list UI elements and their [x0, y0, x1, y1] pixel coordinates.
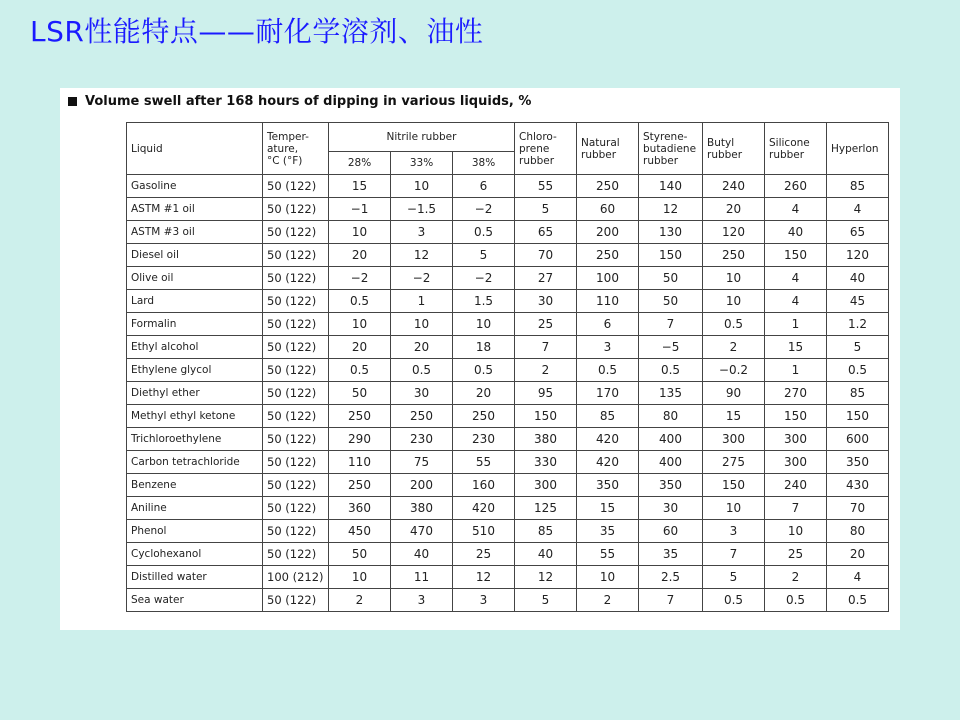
header-chloroprene: Chloro- prene rubber [515, 123, 577, 175]
cell-value: 4 [765, 290, 827, 313]
cell-value: −2 [453, 267, 515, 290]
cell-value: 85 [827, 175, 889, 198]
cell-value: 200 [391, 474, 453, 497]
cell-liquid: Ethyl alcohol [127, 336, 263, 359]
volume-swell-table [126, 122, 889, 612]
cell-value: 350 [639, 474, 703, 497]
cell-value: 10 [703, 290, 765, 313]
cell-temperature: 50 (122) [263, 290, 329, 313]
cell-value: 300 [765, 451, 827, 474]
cell-temperature: 50 (122) [263, 474, 329, 497]
cell-value: 35 [577, 520, 639, 543]
cell-value: 0.5 [453, 359, 515, 382]
table-row [127, 566, 889, 589]
table-row [127, 359, 889, 382]
table-row [127, 520, 889, 543]
cell-value: 0.5 [329, 359, 391, 382]
cell-value: 3 [577, 336, 639, 359]
cell-value: 0.5 [703, 589, 765, 612]
cell-value: 40 [827, 267, 889, 290]
cell-value: 300 [703, 428, 765, 451]
cell-liquid: Gasoline [127, 175, 263, 198]
cell-value: 470 [391, 520, 453, 543]
cell-value: −1.5 [391, 198, 453, 221]
cell-value: 110 [329, 451, 391, 474]
cell-value: 7 [639, 589, 703, 612]
cell-value: 25 [453, 543, 515, 566]
cell-value: 130 [639, 221, 703, 244]
cell-value: 350 [827, 451, 889, 474]
cell-value: 55 [577, 543, 639, 566]
cell-liquid: Lard [127, 290, 263, 313]
cell-value: 4 [765, 198, 827, 221]
cell-value: 10 [329, 313, 391, 336]
cell-value: 0.5 [827, 589, 889, 612]
cell-temperature: 50 (122) [263, 175, 329, 198]
cell-value: 12 [515, 566, 577, 589]
cell-temperature: 50 (122) [263, 359, 329, 382]
cell-value: 7 [639, 313, 703, 336]
cell-value: 200 [577, 221, 639, 244]
table-row [127, 221, 889, 244]
cell-value: 4 [827, 198, 889, 221]
cell-value: 300 [515, 474, 577, 497]
table-row [127, 198, 889, 221]
cell-value: 510 [453, 520, 515, 543]
cell-value: 250 [329, 474, 391, 497]
cell-value: 160 [453, 474, 515, 497]
cell-value: 300 [765, 428, 827, 451]
cell-value: 3 [391, 589, 453, 612]
cell-value: 55 [515, 175, 577, 198]
cell-value: 150 [765, 244, 827, 267]
cell-value: 330 [515, 451, 577, 474]
cell-value: 110 [577, 290, 639, 313]
cell-value: 10 [329, 221, 391, 244]
cell-value: 20 [703, 198, 765, 221]
cell-liquid: ASTM #1 oil [127, 198, 263, 221]
cell-value: 15 [329, 175, 391, 198]
cell-liquid: Diethyl ether [127, 382, 263, 405]
cell-value: 260 [765, 175, 827, 198]
cell-value: 240 [765, 474, 827, 497]
cell-value: 80 [827, 520, 889, 543]
cell-value: 95 [515, 382, 577, 405]
cell-temperature: 50 (122) [263, 244, 329, 267]
table-row [127, 589, 889, 612]
cell-value: 600 [827, 428, 889, 451]
table-row [127, 405, 889, 428]
cell-value: 135 [639, 382, 703, 405]
cell-temperature: 50 (122) [263, 267, 329, 290]
cell-value: 120 [703, 221, 765, 244]
cell-value: 0.5 [827, 359, 889, 382]
cell-value: 275 [703, 451, 765, 474]
cell-value: 380 [391, 497, 453, 520]
cell-value: 250 [577, 175, 639, 198]
table-row [127, 428, 889, 451]
cell-value: 430 [827, 474, 889, 497]
cell-value: 40 [391, 543, 453, 566]
cell-value: 350 [577, 474, 639, 497]
cell-value: 10 [577, 566, 639, 589]
cell-value: 5 [453, 244, 515, 267]
cell-value: 450 [329, 520, 391, 543]
cell-value: 2 [329, 589, 391, 612]
header-butyl: Butyl rubber [703, 123, 765, 175]
cell-liquid: Aniline [127, 497, 263, 520]
cell-value: 6 [453, 175, 515, 198]
caption-text: Volume swell after 168 hours of dipping in various liquids, % [85, 94, 532, 109]
cell-value: 7 [765, 497, 827, 520]
cell-value: 10 [703, 267, 765, 290]
cell-value: 0.5 [639, 359, 703, 382]
cell-value: −0.2 [703, 359, 765, 382]
header-nitrile-rubber: Nitrile rubber [329, 123, 515, 152]
cell-value: 400 [639, 428, 703, 451]
cell-value: 40 [765, 221, 827, 244]
cell-value: 150 [827, 405, 889, 428]
cell-value: 0.5 [329, 290, 391, 313]
cell-value: 85 [827, 382, 889, 405]
cell-value: 30 [515, 290, 577, 313]
cell-value: 2 [703, 336, 765, 359]
cell-value: 20 [329, 336, 391, 359]
table-row [127, 313, 889, 336]
cell-value: 120 [827, 244, 889, 267]
cell-value: 1.2 [827, 313, 889, 336]
header-nitrile-28: 28% [329, 152, 391, 175]
cell-value: 12 [639, 198, 703, 221]
cell-value: 3 [703, 520, 765, 543]
cell-liquid: Sea water [127, 589, 263, 612]
slide-title: LSR性能特点——耐化学溶剂、油性 [30, 15, 484, 48]
cell-value: 85 [577, 405, 639, 428]
cell-value: 400 [639, 451, 703, 474]
cell-value: 2 [765, 566, 827, 589]
header-sbr: Styrene- butadiene rubber [639, 123, 703, 175]
cell-value: 0.5 [765, 589, 827, 612]
cell-liquid: Methyl ethyl ketone [127, 405, 263, 428]
cell-value: −1 [329, 198, 391, 221]
cell-value: 12 [391, 244, 453, 267]
table-body [127, 175, 889, 612]
cell-value: 1 [765, 359, 827, 382]
cell-value: 90 [703, 382, 765, 405]
cell-value: 50 [639, 290, 703, 313]
cell-liquid: Trichloroethylene [127, 428, 263, 451]
cell-value: −2 [329, 267, 391, 290]
cell-value: 20 [827, 543, 889, 566]
table-row [127, 451, 889, 474]
cell-liquid: Benzene [127, 474, 263, 497]
cell-value: 270 [765, 382, 827, 405]
cell-liquid: Ethylene glycol [127, 359, 263, 382]
cell-liquid: Diesel oil [127, 244, 263, 267]
cell-temperature: 50 (122) [263, 382, 329, 405]
cell-value: 60 [639, 520, 703, 543]
cell-value: 150 [639, 244, 703, 267]
cell-value: −5 [639, 336, 703, 359]
cell-liquid: Phenol [127, 520, 263, 543]
cell-temperature: 50 (122) [263, 428, 329, 451]
cell-temperature: 50 (122) [263, 497, 329, 520]
cell-value: 420 [453, 497, 515, 520]
cell-value: 10 [391, 175, 453, 198]
cell-temperature: 100 (212) [263, 566, 329, 589]
cell-value: 1.5 [453, 290, 515, 313]
cell-value: 420 [577, 451, 639, 474]
cell-value: 40 [515, 543, 577, 566]
cell-value: 250 [329, 405, 391, 428]
cell-value: 3 [391, 221, 453, 244]
cell-value: 70 [827, 497, 889, 520]
table-row [127, 290, 889, 313]
cell-value: −2 [391, 267, 453, 290]
cell-value: 15 [577, 497, 639, 520]
header-nitrile-33: 33% [391, 152, 453, 175]
table-row [127, 175, 889, 198]
cell-value: 250 [391, 405, 453, 428]
cell-value: 250 [703, 244, 765, 267]
cell-value: 150 [703, 474, 765, 497]
cell-value: 6 [577, 313, 639, 336]
cell-liquid: Carbon tetrachloride [127, 451, 263, 474]
cell-value: 50 [639, 267, 703, 290]
cell-liquid: Formalin [127, 313, 263, 336]
table-row [127, 336, 889, 359]
cell-value: 10 [765, 520, 827, 543]
cell-value: 230 [453, 428, 515, 451]
header-hyperlon: Hyperlon [827, 123, 889, 175]
cell-value: 30 [639, 497, 703, 520]
cell-value: 75 [391, 451, 453, 474]
cell-value: 65 [515, 221, 577, 244]
cell-value: 80 [639, 405, 703, 428]
cell-value: 100 [577, 267, 639, 290]
cell-liquid: ASTM #3 oil [127, 221, 263, 244]
table-row [127, 267, 889, 290]
cell-value: 140 [639, 175, 703, 198]
cell-value: 10 [703, 497, 765, 520]
cell-value: 2 [515, 359, 577, 382]
table-panel [60, 88, 900, 630]
cell-value: 10 [391, 313, 453, 336]
cell-temperature: 50 (122) [263, 405, 329, 428]
cell-value: 20 [391, 336, 453, 359]
cell-value: 25 [765, 543, 827, 566]
cell-value: 250 [577, 244, 639, 267]
cell-value: 1 [391, 290, 453, 313]
cell-value: 2 [577, 589, 639, 612]
cell-value: −2 [453, 198, 515, 221]
cell-temperature: 50 (122) [263, 589, 329, 612]
cell-value: 85 [515, 520, 577, 543]
table-caption [68, 94, 531, 109]
cell-value: 45 [827, 290, 889, 313]
cell-value: 5 [515, 198, 577, 221]
cell-value: 3 [453, 589, 515, 612]
cell-value: 18 [453, 336, 515, 359]
header-silicone: Silicone rubber [765, 123, 827, 175]
cell-value: 230 [391, 428, 453, 451]
cell-value: 125 [515, 497, 577, 520]
cell-temperature: 50 (122) [263, 221, 329, 244]
cell-value: 1 [765, 313, 827, 336]
cell-liquid: Olive oil [127, 267, 263, 290]
cell-value: 15 [765, 336, 827, 359]
cell-temperature: 50 (122) [263, 336, 329, 359]
cell-value: 240 [703, 175, 765, 198]
cell-value: 35 [639, 543, 703, 566]
cell-temperature: 50 (122) [263, 313, 329, 336]
cell-value: 2.5 [639, 566, 703, 589]
cell-value: 170 [577, 382, 639, 405]
cell-value: 20 [329, 244, 391, 267]
table-row [127, 497, 889, 520]
cell-value: 380 [515, 428, 577, 451]
cell-value: 10 [329, 566, 391, 589]
cell-temperature: 50 (122) [263, 543, 329, 566]
square-bullet-icon [68, 97, 77, 106]
cell-value: 10 [453, 313, 515, 336]
cell-value: 7 [703, 543, 765, 566]
cell-value: 12 [453, 566, 515, 589]
cell-value: 20 [453, 382, 515, 405]
cell-value: 30 [391, 382, 453, 405]
cell-temperature: 50 (122) [263, 520, 329, 543]
cell-value: 290 [329, 428, 391, 451]
cell-value: 5 [515, 589, 577, 612]
cell-value: 150 [515, 405, 577, 428]
cell-value: 15 [703, 405, 765, 428]
cell-value: 55 [453, 451, 515, 474]
cell-value: 4 [765, 267, 827, 290]
cell-value: 5 [827, 336, 889, 359]
cell-value: 0.5 [577, 359, 639, 382]
cell-value: 0.5 [453, 221, 515, 244]
cell-value: 60 [577, 198, 639, 221]
header-temperature: Temper- ature, °C (°F) [263, 123, 329, 175]
cell-value: 5 [703, 566, 765, 589]
cell-value: 25 [515, 313, 577, 336]
cell-value: 4 [827, 566, 889, 589]
cell-value: 150 [765, 405, 827, 428]
cell-value: 70 [515, 244, 577, 267]
cell-value: 50 [329, 543, 391, 566]
cell-value: 0.5 [391, 359, 453, 382]
header-liquid: Liquid [127, 123, 263, 175]
header-natural: Natural rubber [577, 123, 639, 175]
cell-value: 360 [329, 497, 391, 520]
cell-temperature: 50 (122) [263, 451, 329, 474]
cell-value: 250 [453, 405, 515, 428]
cell-value: 7 [515, 336, 577, 359]
table-row [127, 382, 889, 405]
cell-value: 11 [391, 566, 453, 589]
cell-value: 0.5 [703, 313, 765, 336]
table-row [127, 474, 889, 497]
cell-value: 420 [577, 428, 639, 451]
cell-liquid: Cyclohexanol [127, 543, 263, 566]
cell-temperature: 50 (122) [263, 198, 329, 221]
header-nitrile-38: 38% [453, 152, 515, 175]
table-row [127, 244, 889, 267]
cell-value: 65 [827, 221, 889, 244]
cell-value: 27 [515, 267, 577, 290]
cell-value: 50 [329, 382, 391, 405]
table-row [127, 543, 889, 566]
cell-liquid: Distilled water [127, 566, 263, 589]
